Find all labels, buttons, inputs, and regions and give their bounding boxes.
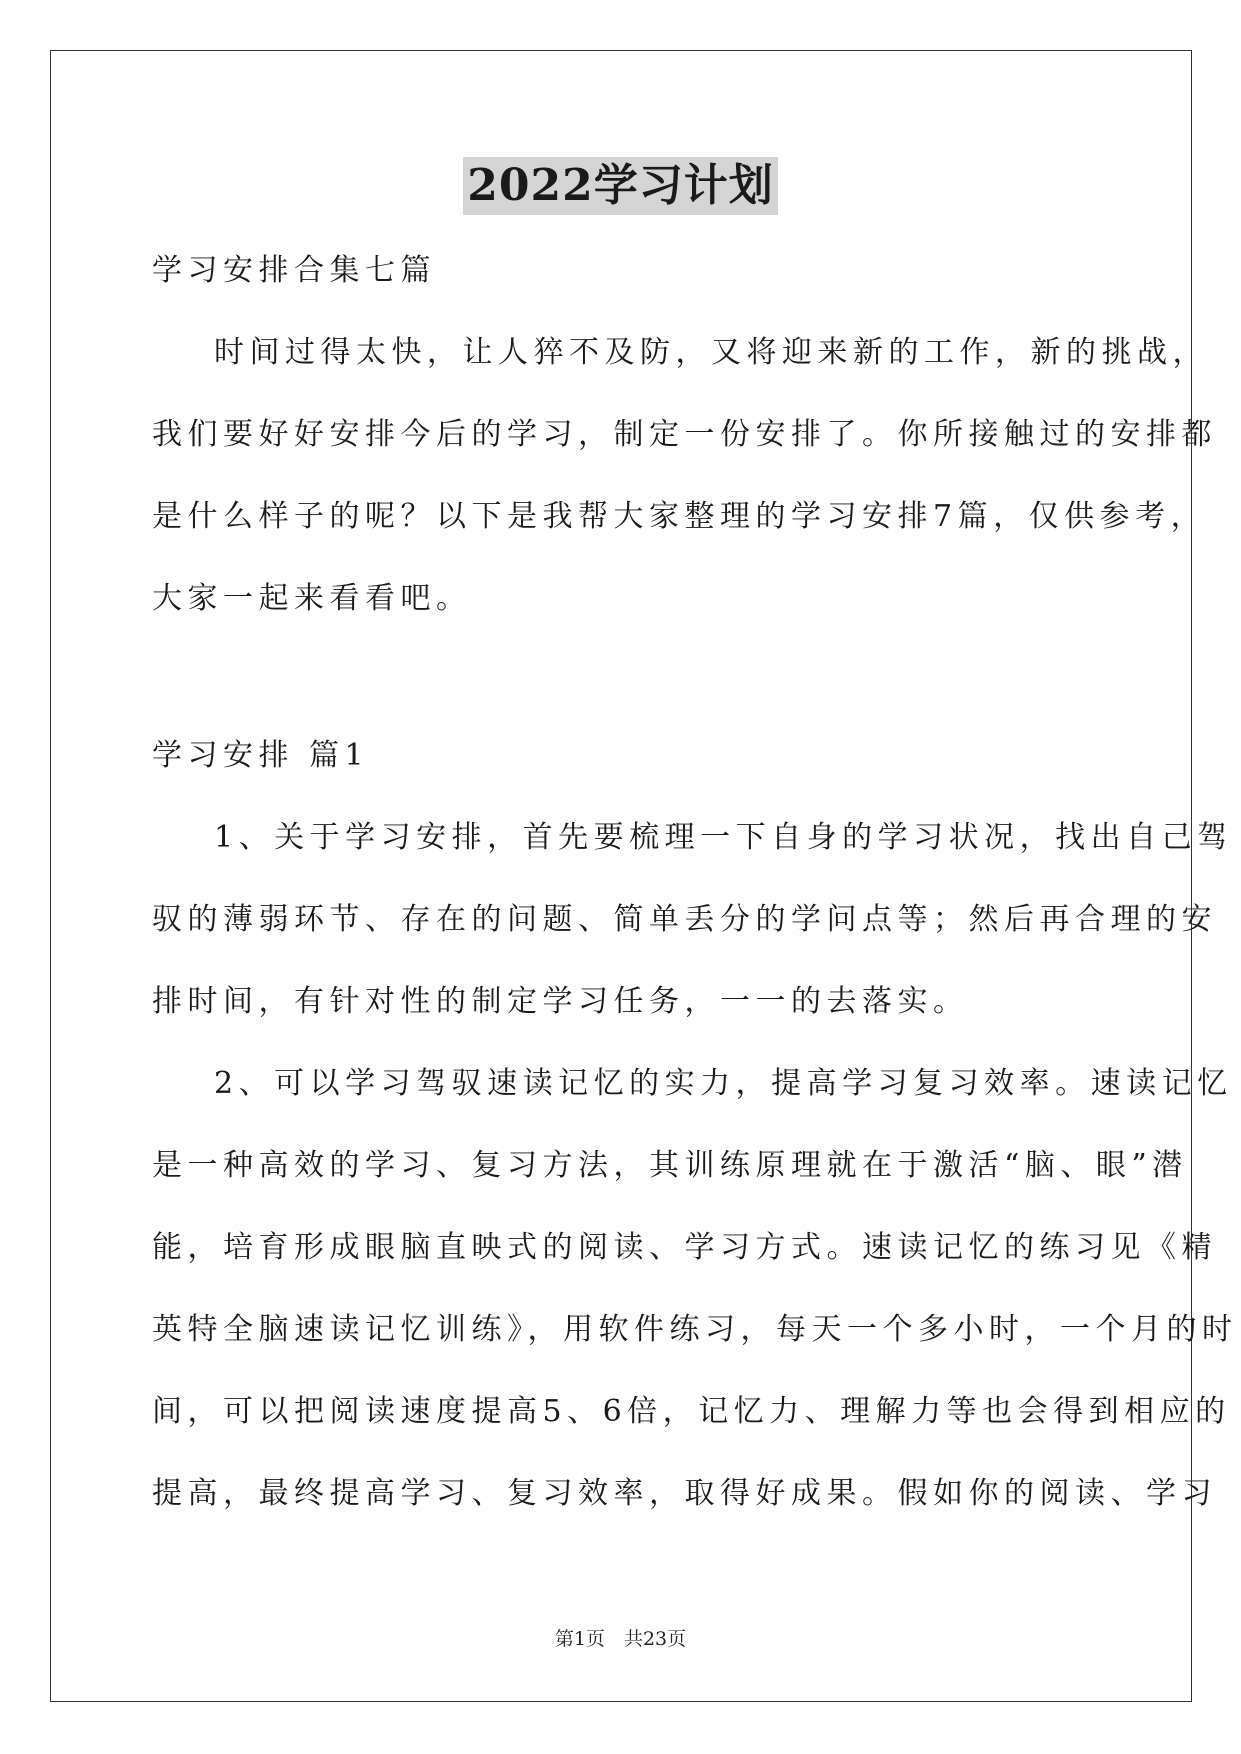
paragraph-2-line: 间，可以把阅读速度提高5、6倍，记忆力、理解力等也会得到相应的 [152,1394,1231,1429]
intro-line: 我们要好好安排今后的学习，制定一份安排了。你所接触过的安排都 [152,417,1217,452]
paragraph-2-line: 能，培育形成眼脑直映式的阅读、学习方式。速读记忆的练习见《精 [152,1230,1217,1265]
paragraph-2-line: 2、可以学习驾驭速读记忆的实力，提高学习复习效率。速读记忆 [214,1066,1233,1101]
intro-line: 时间过得太快，让人猝不及防，又将迎来新的工作，新的挑战， [214,335,1208,370]
paragraph-1-line: 排时间，有针对性的制定学习任务，一一的去落实。 [152,984,969,1019]
paragraph-1-line: 1、关于学习安排，首先要梳理一下自身的学习状况，找出自己驾 [214,820,1233,855]
intro-line: 是什么样子的呢？以下是我帮大家整理的学习安排7篇，仅供参考， [152,499,1207,534]
paragraph-2-line: 英特全脑速读记忆训练》，用软件练习，每天一个多小时，一个月的时 [152,1312,1238,1347]
section-heading: 学习安排 篇1 [152,738,370,773]
page-footer: 第1页 共23页 [554,1628,687,1650]
title-container [0,157,1241,215]
document-title: 2022学习计划 [463,157,777,215]
intro-line: 大家一起来看看吧。 [152,581,472,616]
paragraph-2-line: 是一种高效的学习、复习方法，其训练原理就在于激活“脑、眼”潜 [152,1148,1188,1183]
paragraph-2-line: 提高，最终提高学习、复习效率，取得好成果。假如你的阅读、学习 [152,1476,1217,1511]
document-body [152,230,1238,1535]
document-subtitle: 学习安排合集七篇 [152,253,436,288]
paragraph-1-line: 驭的薄弱环节、存在的问题、简单丢分的学问点等；然后再合理的安 [152,902,1217,937]
